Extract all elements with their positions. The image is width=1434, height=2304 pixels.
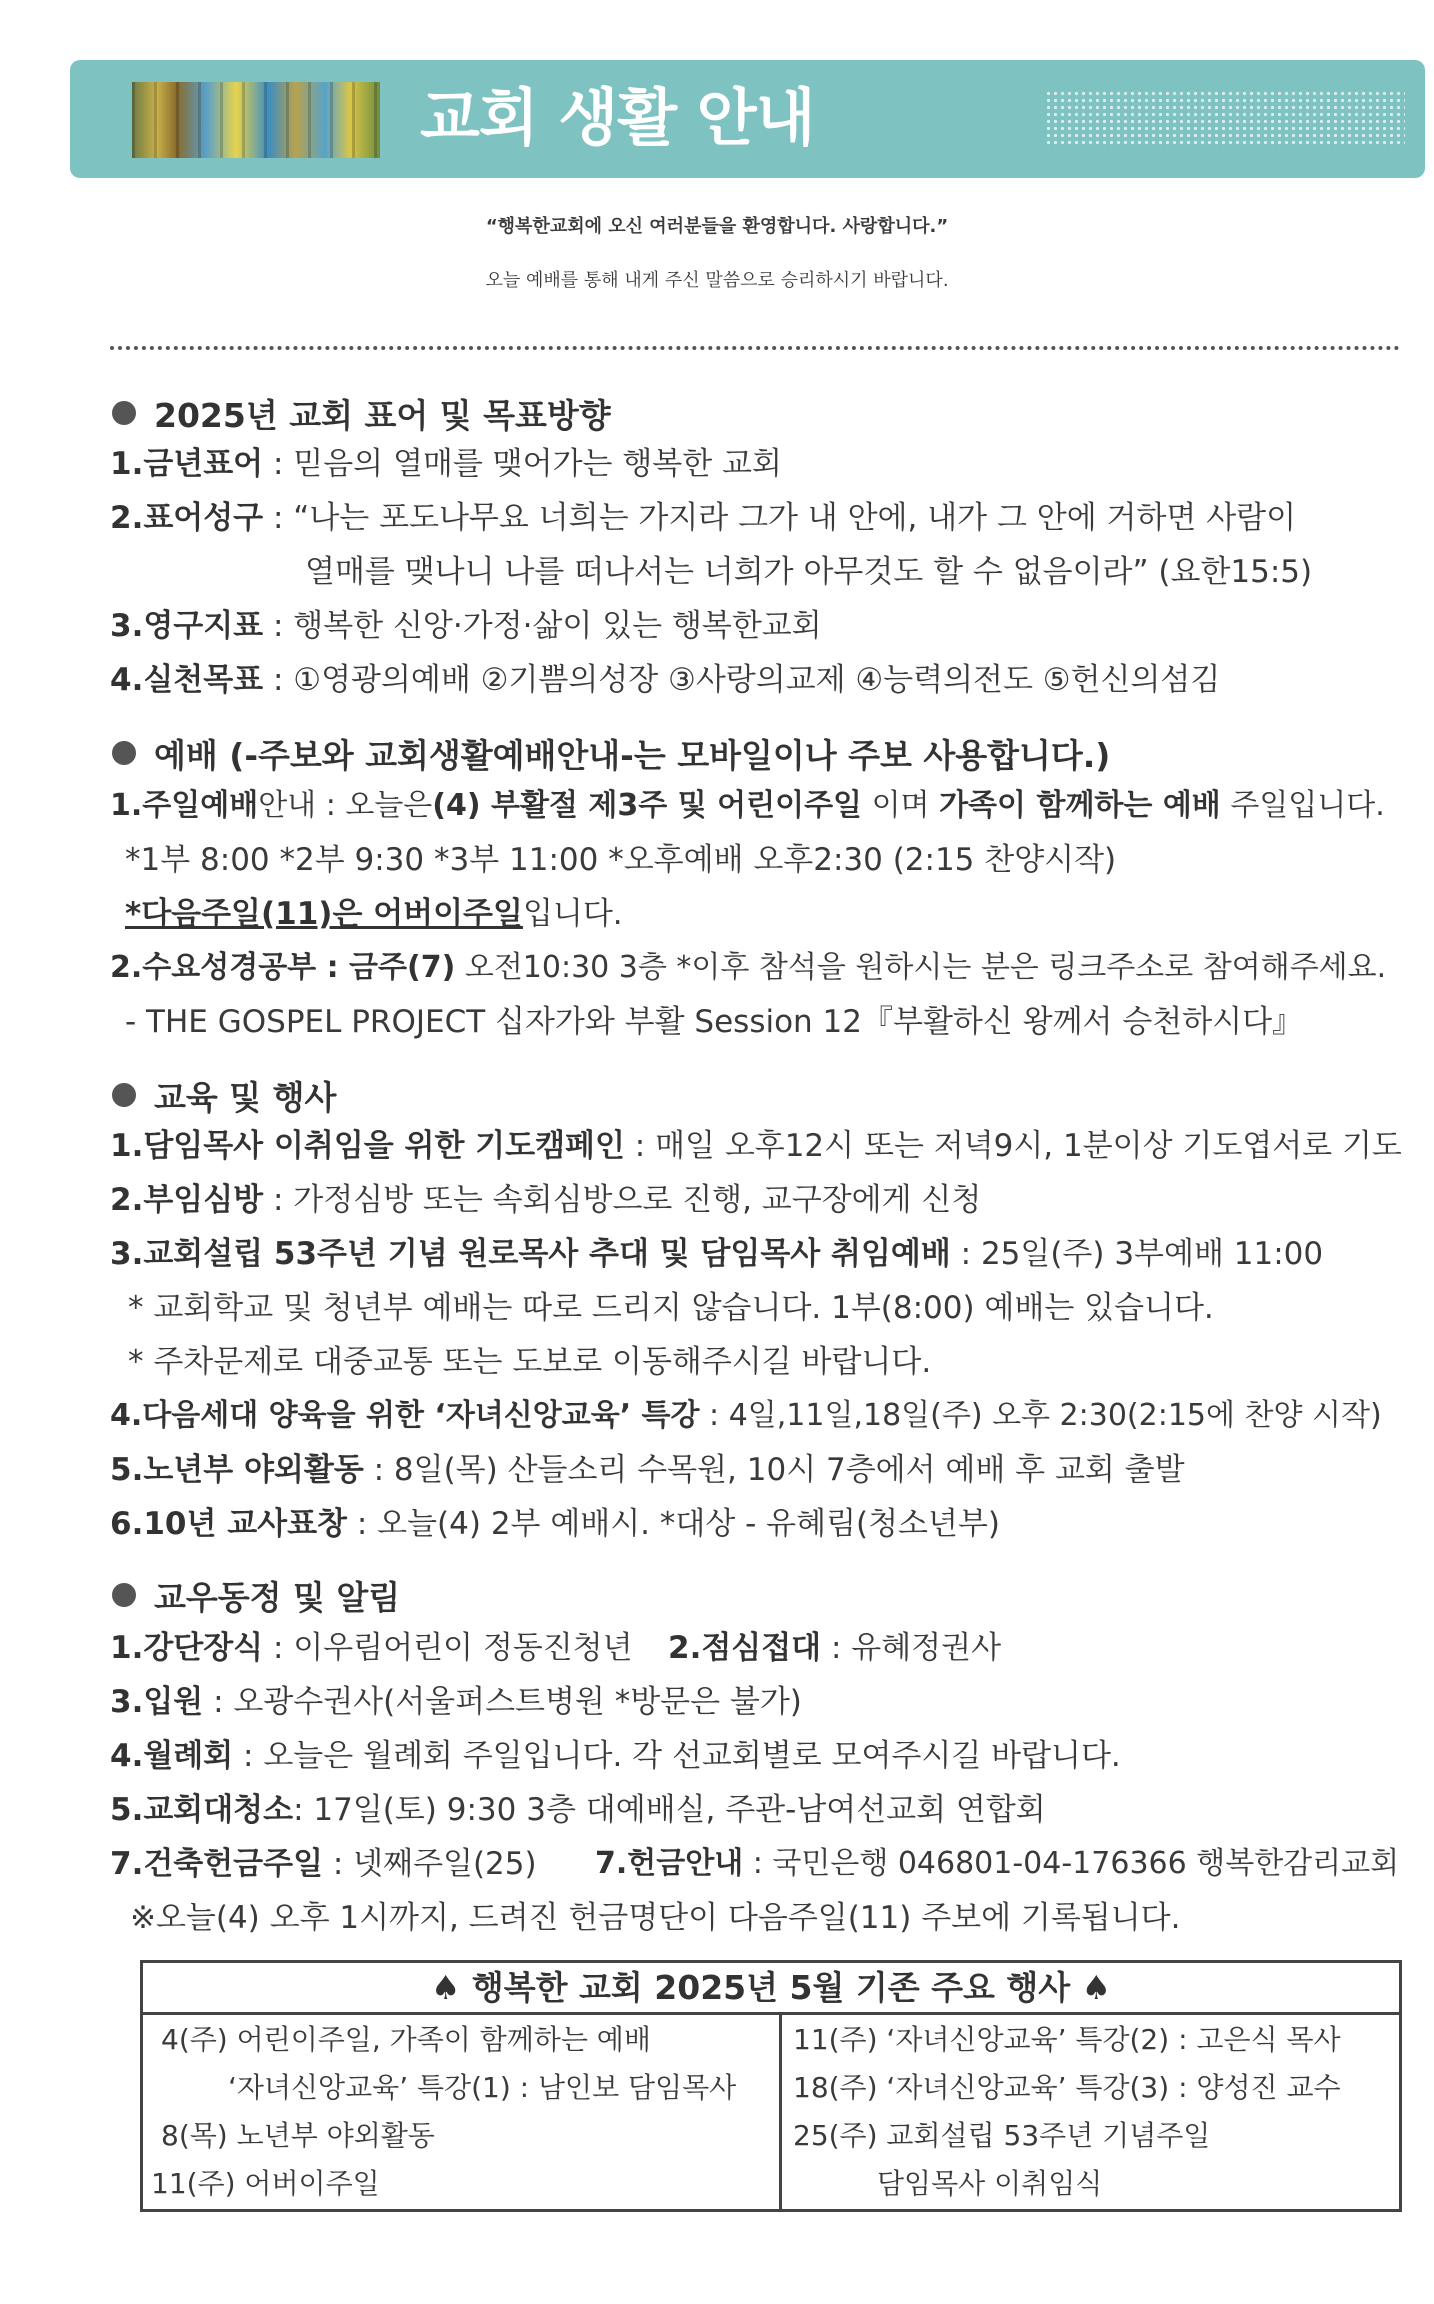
education-item-1 — [110, 1126, 1402, 1166]
education-item-label: 6.10년 교사표창 — [110, 1506, 348, 1542]
header-banner — [70, 60, 1425, 178]
news-text: : 오광수권사(서울퍼스트병원 *방문은 불가) — [203, 1684, 802, 1720]
goals-item-3 — [110, 606, 822, 646]
news-label: 7.헌금안내 — [595, 1846, 744, 1881]
goals-item-2-continued: 열매를 맺나니 나를 떠나서는 너희가 아무것도 할 수 없음이라” (요한15:5) — [305, 554, 1313, 590]
news-text: : 넷째주일(25) — [323, 1846, 537, 1882]
education-item-text: : 25일(주) 3부예배 11:00 — [950, 1236, 1324, 1272]
news-item-offering-info — [595, 1844, 1399, 1884]
worship-emphasis: (4) 부활절 제3주 및 어린이주일 — [432, 788, 863, 823]
goals-item-label: 3.영구지표 — [110, 608, 264, 644]
worship-emphasis: 가족이 함께하는 예배 — [939, 788, 1221, 823]
news-label: 5.교회대청소 — [110, 1792, 294, 1828]
welcome-line-2: 오늘 예배를 통해 내게 주신 말씀으로 승리하시기 바랍니다. — [485, 270, 949, 291]
events-left-item: 8(목) 노년부 야외활동 — [161, 2119, 435, 2152]
goals-item-text: : 믿음의 열매를 맺어가는 행복한 교회 — [263, 446, 782, 482]
news-item-1 — [110, 1628, 633, 1668]
worship-sunday-line — [110, 786, 1385, 826]
section-heading-goals: 2025년 교회 표어 및 목표방향 — [112, 390, 611, 437]
may-events-box — [140, 1960, 1402, 2212]
section-heading-news: 교우동정 및 알림 — [112, 1572, 400, 1619]
events-title: ♠ 행복한 교회 2025년 5월 기존 주요 행사 ♠ — [143, 1963, 1399, 2015]
events-right-item: 11(주) ‘자녀신앙교육’ 특강(2) : 고은식 목사 — [793, 2023, 1341, 2056]
page-title: 교회 생활 안내 — [420, 81, 815, 154]
goals-item-label: 1.금년표어 — [110, 446, 264, 482]
goals-item-label: 2.표어성구 — [110, 500, 264, 536]
goals-item-text: : ①영광의예배 ②기쁨의성장 ③사랑의교제 ④능력의전도 ⑤헌신의섬김 — [263, 662, 1221, 698]
wednesday-label: 2.수요성경공부 — [110, 950, 317, 985]
education-item-3 — [110, 1234, 1323, 1274]
news-text: : 유혜정권사 — [821, 1630, 1002, 1666]
education-item-5 — [110, 1450, 1185, 1490]
news-label: 1.강단장식 — [110, 1630, 264, 1666]
events-left-item: 4(주) 어린이주일, 가족이 함께하는 예배 — [161, 2023, 651, 2056]
education-item-label: 1.담임목사 이취임을 위한 기도캠페인 — [110, 1128, 625, 1164]
dotted-divider — [110, 346, 1400, 350]
worship-label: 1.주일예배 — [110, 788, 259, 823]
goals-item-1 — [110, 444, 782, 484]
worship-wednesday-line — [110, 948, 1386, 988]
goals-item-4 — [110, 660, 1220, 700]
wednesday-text: 오전10:30 3층 *이후 참석을 원하시는 분은 링크주소로 참여해주세요. — [455, 950, 1387, 985]
goals-item-text: : “나는 포도나무요 너희는 가지라 그가 내 안에, 내가 그 안에 거하면 사람이 — [263, 500, 1297, 536]
news-label: 2.점심접대 — [668, 1630, 822, 1666]
goals-item-label: 4.실천목표 — [110, 662, 264, 698]
worship-next-sunday — [125, 894, 623, 934]
news-item-4 — [110, 1736, 1121, 1776]
events-left-item: 11(주) 어버이주일 — [151, 2167, 380, 2200]
events-column-divider — [779, 2015, 782, 2212]
news-text: : 오늘은 월례회 주일입니다. 각 선교회별로 모여주시길 바랍니다. — [233, 1738, 1121, 1774]
education-item-label: 3.교회설립 53주년 기념 원로목사 추대 및 담임목사 취임예배 — [110, 1236, 951, 1272]
worship-text: 안내 : 오늘은 — [258, 788, 433, 823]
church-interior-photo — [132, 82, 380, 158]
education-item-label: 5.노년부 야외활동 — [110, 1452, 364, 1488]
education-item-text: : 오늘(4) 2부 예배시. *대상 - 유혜림(청소년부) — [347, 1506, 1000, 1542]
news-text: : 국민은행 046801-04-176366 행복한감리교회 — [743, 1846, 1400, 1881]
welcome-line-1: “행복한교회에 오신 여러분들을 환영합니다. 사랑합니다.” — [485, 216, 949, 237]
news-text: : 이우림어린이 정동진청년 — [263, 1630, 633, 1666]
news-item-building-offering — [110, 1844, 537, 1884]
goals-item-2 — [110, 498, 1296, 538]
education-item-text: : 매일 오후12시 또는 저녁9시, 1분이상 기도엽서로 기도 — [624, 1128, 1402, 1164]
worship-times: *1부 8:00 *2부 9:30 *3부 11:00 *오후예배 오후2:30 (2:15 찬양시작) — [125, 842, 1117, 878]
news-label: 7.건축헌금주일 — [110, 1846, 324, 1882]
education-item-6 — [110, 1504, 1000, 1544]
next-sunday-emphasis: *다음주일(11)은 어버이주일 — [125, 896, 523, 932]
news-label: 3.입원 — [110, 1684, 204, 1720]
news-note: ※오늘(4) 오후 1시까지, 드려진 헌금명단이 다음주일(11) 주보에 기록됩니다. — [130, 1900, 1181, 1936]
news-label: 4.월례회 — [110, 1738, 234, 1774]
dot-pattern-decoration — [1045, 90, 1405, 148]
wednesday-emphasis: : 금주(7) — [316, 950, 456, 985]
news-item-5 — [110, 1790, 1046, 1830]
education-item-label: 4.다음세대 양육을 위한 ‘자녀신앙교육’ 특강 — [110, 1398, 700, 1433]
events-left-item: ‘자녀신앙교육’ 특강(1) : 남인보 담임목사 — [228, 2071, 737, 2104]
next-sunday-text: 입니다. — [522, 896, 623, 932]
education-item-4 — [110, 1396, 1382, 1436]
education-item-label: 2.부임심방 — [110, 1182, 264, 1218]
education-item-text: : 4일,11일,18일(주) 오후 2:30(2:15에 찬양 시작) — [699, 1398, 1382, 1433]
news-text: : 17일(토) 9:30 3층 대예배실, 주관-남여선교회 연합회 — [293, 1792, 1046, 1828]
education-item-text: : 8일(목) 산들소리 수목원, 10시 7층에서 예배 후 교회 출발 — [363, 1452, 1185, 1488]
section-heading-education: 교육 및 행사 — [112, 1072, 336, 1119]
education-note-2: * 주차문제로 대중교통 또는 도보로 이동해주시길 바랍니다. — [128, 1344, 932, 1380]
events-right-item: 담임목사 이취임식 — [877, 2167, 1103, 2200]
education-item-2 — [110, 1180, 981, 1220]
section-heading-worship: 예배 (-주보와 교회생활예배안내-는 모바일이나 주보 사용합니다.) — [112, 730, 1110, 777]
news-item-3 — [110, 1682, 802, 1722]
worship-gospel-project: - THE GOSPEL PROJECT 십자가와 부활 Session 12『부활하신 왕께서 승천하시다』 — [125, 1004, 1304, 1040]
news-item-2 — [668, 1628, 1001, 1668]
education-note-1: * 교회학교 및 청년부 예배는 따로 드리지 않습니다. 1부(8:00) 예배는 있습니다. — [128, 1290, 1214, 1326]
goals-item-text: : 행복한 신앙·가정·삶이 있는 행복한교회 — [263, 608, 822, 644]
worship-text: 주일입니다. — [1220, 788, 1385, 823]
events-right-item: 18(주) ‘자녀신앙교육’ 특강(3) : 양성진 교수 — [793, 2071, 1341, 2104]
education-item-text: : 가정심방 또는 속회심방으로 진행, 교구장에게 신청 — [263, 1182, 982, 1218]
worship-text: 이며 — [862, 788, 940, 823]
events-right-item: 25(주) 교회설립 53주년 기념주일 — [793, 2119, 1211, 2152]
